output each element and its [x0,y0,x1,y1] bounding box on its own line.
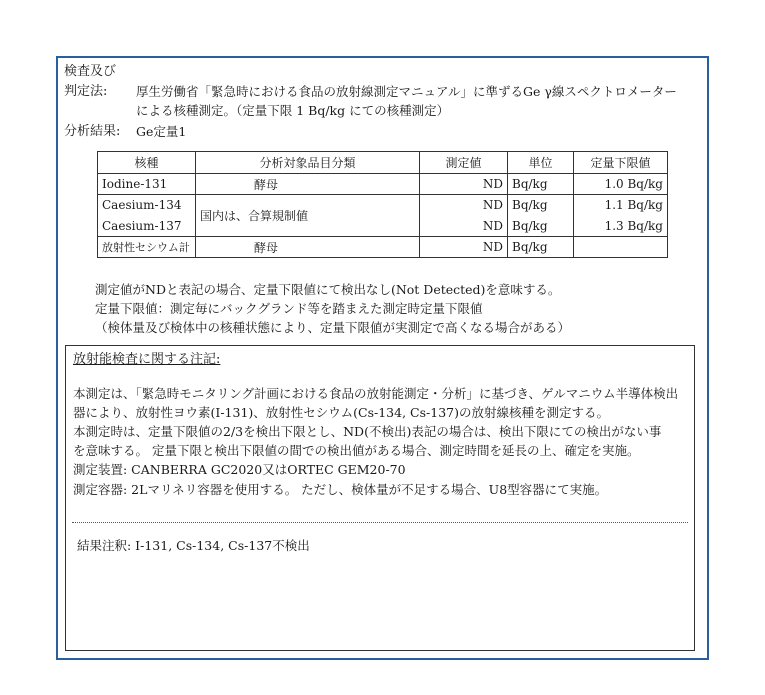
equipment-line: 測定装置: CANBERRA GC2020又はORTEC GEM20-70 [73,462,406,477]
footnote-limit: 定量下限値：測定毎にバックグランド等を踏まえた測定時定量下限値 [95,301,483,316]
table-row [98,195,668,216]
cell-unit: Bq/kg [508,237,574,258]
table-row [98,174,668,195]
header-value: 測定値 [420,152,508,174]
result-note: 結果注釈: I-131, Cs-134, Cs-137不検出 [77,538,310,553]
cell-limit: 1.0 Bq/kg [574,174,668,195]
cell-nuclide: Caesium-137 [98,216,196,237]
footnote-nd: 測定値がNDと表記の場合、定量下限値にて検出なし(Not Detected)を意味する。 [95,282,561,297]
cell-nuclide: Caesium-134 [98,195,196,216]
cell-category: 国内は、合算規制値 [196,195,420,237]
header-category: 分析対象品目分類 [196,152,420,174]
table-row [98,237,668,258]
results-table [97,151,668,258]
cell-nuclide: 放射性セシウム計 [98,237,196,258]
dotted-divider [72,522,688,523]
method-line-2: による核種測定。（定量下限 1 Bq/kg にての核種測定） [136,103,450,118]
cell-category: 酵母 [196,237,420,258]
header-unit: 単位 [508,152,574,174]
cell-category: 酵母 [196,174,420,195]
cell-unit: Bq/kg [508,174,574,195]
header-nuclide: 核種 [98,152,196,174]
cell-limit: 1.3 Bq/kg [574,216,668,237]
method-label: 判定法: [64,84,108,99]
container-line: 測定容器: 2Lマリネリ容器を使用する。 ただし、検体量が不足する場合、U8型容器にて実施。 [73,482,608,497]
cell-unit: Bq/kg [508,195,574,216]
notes-title: 放射能検査に関する注記: [73,352,221,367]
notes-line: を意味する。 定量下限と検出下限値の間での検出値がある場合、測定時間を延長の上、確定を実施。 [73,443,640,458]
footnote-remark: （検体量及び検体中の核種状態により、定量下限値が実測定で高くなる場合がある） [95,320,571,335]
section-heading: 検査及び [64,64,117,79]
cell-value: ND [420,216,508,237]
result-label: 分析結果: [64,124,121,139]
method-line-1: 厚生労働省「緊急時における食品の放射線測定マニュアル」に準ずるGe γ線スペクトロメーター [136,84,677,99]
cell-limit: 1.1 Bq/kg [574,195,668,216]
cell-limit [574,237,668,258]
table-header-row [98,152,668,174]
cell-value: ND [420,174,508,195]
notes-line: 本測定時は、定量下限値の2/3を検出下限とし、ND(不検出)表記の場合は、検出下限にての検出がない事 [73,424,662,439]
cell-unit: Bq/kg [508,216,574,237]
cell-value: ND [420,237,508,258]
cell-nuclide: Iodine-131 [98,174,196,195]
result-value: Ge定量1 [136,124,187,139]
notes-line: 器により、放射性ヨウ素(I-131)、放射性セシウム(Cs-134, Cs-137)の放射線核種を測定する。 [73,405,609,420]
cell-value: ND [420,195,508,216]
header-limit: 定量下限値 [574,152,668,174]
notes-line: 本測定は、「緊急時モニタリング計画における食品の放射能測定・分析」に基づき、ゲルマニウム半導体検出 [73,386,679,401]
